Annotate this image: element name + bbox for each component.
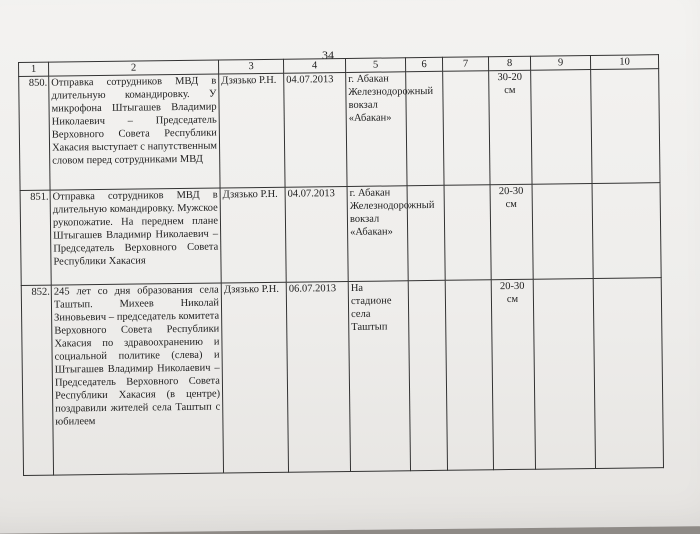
row-author: Дзязько Р.Н. [219, 73, 285, 188]
row-cell-empty [593, 278, 663, 469]
table-row [19, 69, 660, 191]
row-description: Отправка сотрудников МВД в длительную командировку. У микрофона Штыгашев Владимир Николаевич – Председатель Верховного Совета Республики Хакасия выступает с напутственным словом перед сотрудниками МВД [49, 74, 220, 190]
row-cell-empty [444, 185, 491, 281]
row-duration: 30-20 см [489, 70, 532, 185]
row-place: г. Абакан Железнодорожный вокзал «Абакан» [346, 72, 407, 187]
col-header: 3 [218, 59, 283, 74]
row-place: г. Абакан Железнодорожный вокзал «Абакан» [347, 186, 408, 282]
row-cell-empty [592, 183, 661, 279]
row-duration: 20-30 см [490, 184, 533, 280]
col-header: 1 [19, 62, 49, 76]
col-header: 9 [530, 56, 590, 71]
row-number: 852. [21, 285, 53, 475]
row-date: 04.07.2013 [284, 72, 347, 187]
row-date: 04.07.2013 [285, 186, 348, 282]
row-cell-empty [531, 70, 592, 185]
row-number: 851. [20, 190, 51, 285]
col-header: 5 [345, 58, 405, 73]
row-cell-empty [443, 71, 490, 186]
row-duration: 20-30 см [491, 279, 535, 469]
col-header: 2 [49, 60, 219, 76]
row-description: 245 лет со дня образования села Таштып. Михеев Николай Зиновьевич – председатель комитета Верховного Совета Республики Хакасия по здравоохранению и социальной политике (слева) и Штыгашев Владимир Николаевич – Председатель Верховного Совета Республики Хакасия (в центре) поздравили жителей села Таштып с юбилеем [51, 283, 223, 475]
col-header: 6 [405, 57, 442, 71]
row-cell-empty [533, 278, 595, 469]
row-date: 06.07.2013 [286, 281, 350, 472]
row-cell-empty [445, 280, 493, 471]
col-header: 8 [488, 56, 530, 71]
row-description: Отправка сотрудников МВД в длительную командировку. Мужское рукопожатие. На переднем плане Штыгашев Владимир Николаевич – Председатель Верховного Совета Республики Хакасия [50, 188, 221, 285]
table-row [21, 278, 663, 476]
row-number: 850. [19, 76, 50, 190]
catalog-table [18, 54, 664, 476]
row-cell-empty [532, 183, 593, 279]
row-author: Дзязько Р.Н. [220, 187, 286, 283]
table-row [20, 183, 661, 286]
col-header: 4 [283, 58, 345, 73]
row-cell-empty [408, 280, 447, 470]
col-header: 7 [442, 57, 488, 72]
page-number: 34 [322, 48, 334, 62]
row-cell-empty [591, 69, 660, 184]
row-author: Дзязько Р.Н. [221, 282, 288, 473]
row-place: На стадионе села Таштып [348, 281, 410, 472]
col-header: 10 [590, 55, 658, 70]
